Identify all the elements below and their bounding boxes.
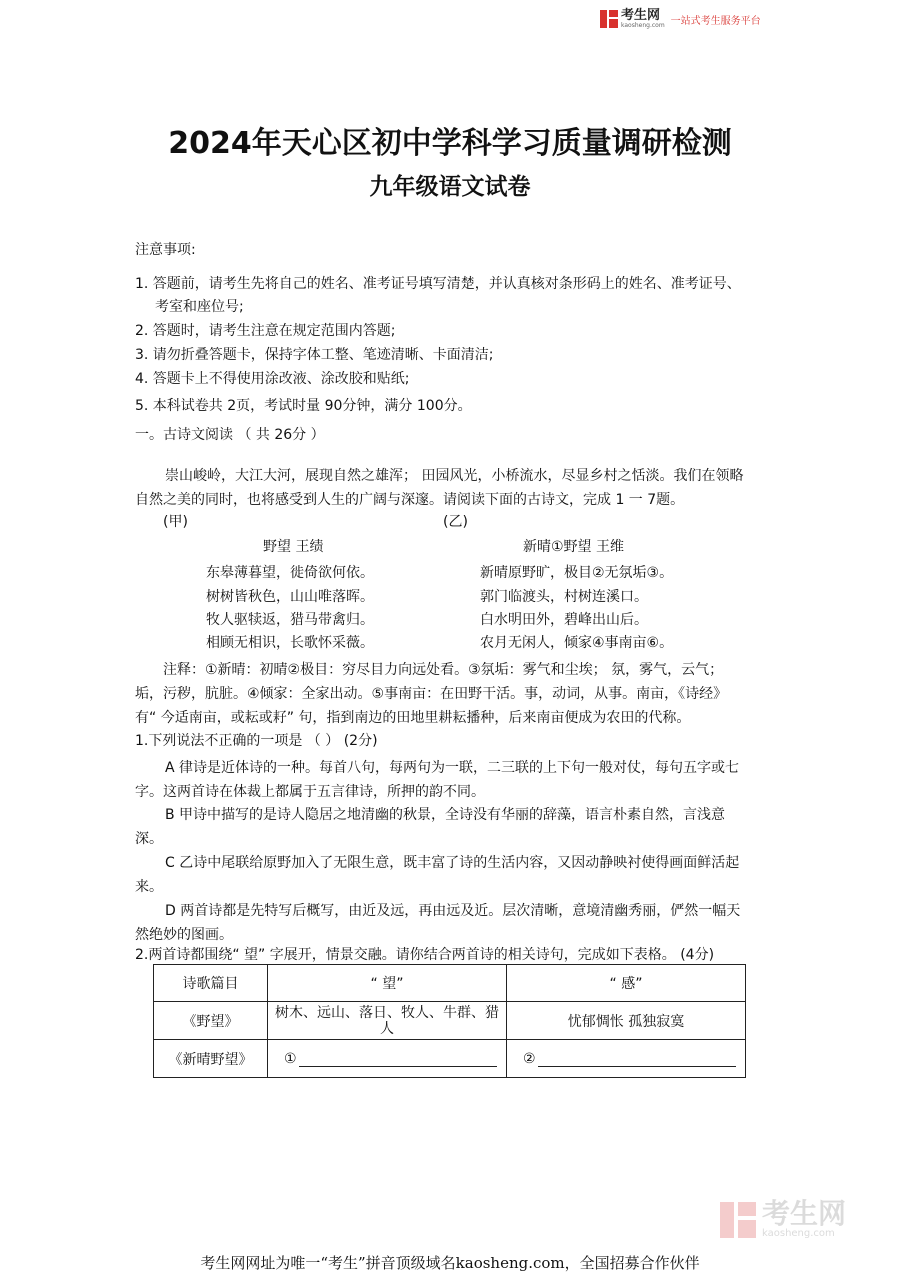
q1-option-a: A 律诗是近体诗的一种。每首八句，每两句为一联，二三联的上下句一般对仗，每句五字或七 [165, 760, 740, 776]
site-logo [600, 8, 761, 30]
q1-option-c: C 乙诗中尾联给原野加入了无限生意，既丰富了诗的生活内容，又因动静映衬使得画面鲜活起 [165, 855, 740, 871]
table-cell-line: 树木、远山、落日、牧人、牛群、猎 [275, 1004, 499, 1021]
poem-b-line: 白水明田外，碧峰出山后。 [480, 612, 648, 628]
note-line: 注释：①新晴：初晴②极目：穷尽目力向远处看。③氛垢：雾气和尘埃； 氛，雾气，云气； [163, 662, 724, 678]
poem-b-line: 郭门临渡头，村树连溪口。 [480, 589, 648, 605]
section-heading: 一。古诗文阅读 （ 共 26分 ） [135, 427, 325, 443]
notice-item: 1. 答题前，请考生先将自己的姓名、准考证号填写清楚，并认真核对条形码上的姓名、准考证号、 [135, 276, 741, 292]
table-cell: 《新晴野望》 [154, 1040, 268, 1078]
notice-heading: 注意事项: [135, 242, 196, 258]
logo-name: 考生网 [621, 7, 661, 23]
notice-item: 5. 本科试卷共 2页，考试时量 90分钟，满分 100分。 [135, 398, 472, 414]
poem-a-line: 相顾无相识，长歌怀采薇。 [206, 635, 374, 651]
answer-marker: ① [284, 1050, 297, 1067]
notice-item: 2. 答题时，请考生注意在规定范围内答题; [135, 323, 396, 339]
page-footer: 考生网网址为唯一“考生”拼音顶级域名kaosheng.com，全国招募合作伙伴 [200, 1254, 700, 1272]
poem-b-line: 农月无闲人，倾家④事南亩⑥。 [480, 635, 674, 651]
watermark-logo [720, 1197, 847, 1240]
answer-blank[interactable] [538, 1052, 736, 1067]
q2-table [153, 964, 746, 1078]
notice-item: 4. 答题卡上不得使用涂改液、涂改胶和贴纸; [135, 371, 410, 387]
q1-option-b-cont: 深。 [135, 831, 163, 847]
intro-line: 崇山峻岭，大江大河，展现自然之雄浑； 田园风光，小桥流水，尽显乡村之恬淡。我们在领略 [165, 468, 744, 484]
table-header-cell: “ 望” [268, 965, 507, 1002]
q1-option-b: B 甲诗中描写的是诗人隐居之地清幽的秋景，全诗没有华丽的辞藻，语言朴素自然，言浅意 [165, 807, 726, 823]
table-cell [268, 1002, 507, 1040]
table-header-row [154, 965, 746, 1002]
table-cell: 《野望》 [154, 1002, 268, 1040]
watermark-domain: kaosheng.com [762, 1228, 835, 1239]
table-header-cell: “ 感” [507, 965, 746, 1002]
notice-item: 考室和座位号; [155, 299, 244, 315]
watermark-mark-icon [720, 1202, 756, 1238]
answer-cell [268, 1040, 507, 1078]
notice-item: 3. 请勿折叠答题卡，保持字体工整、笔迹清晰、卡面清洁; [135, 347, 494, 363]
exam-title: 2024年天心区初中学科学习质量调研检测 [168, 126, 732, 161]
q1-option-c-cont: 来。 [135, 879, 163, 895]
table-row [154, 1002, 746, 1040]
intro-line: 自然之美的同时，也将感受到人生的广阔与深邃。请阅读下面的古诗文，完成 1 一 7题。 [135, 492, 685, 508]
poem-a-label: (甲) [163, 514, 188, 530]
poem-b-line: 新晴原野旷，极目②无氛垢③。 [480, 565, 674, 581]
poem-a-line: 东皋薄暮望，徙倚欲何依。 [206, 565, 374, 581]
q1-option-d: D 两首诗都是先特写后概写，由近及远，再由远及近。层次清晰，意境清幽秀丽，俨然一幅天 [165, 903, 741, 919]
table-cell: 忧郁惆怅 孤独寂寞 [507, 1002, 746, 1040]
poem-a-line: 树树皆秋色，山山唯落晖。 [206, 589, 374, 605]
exam-subtitle: 九年级语文试卷 [369, 174, 531, 200]
answer-cell [507, 1040, 746, 1078]
poem-b-title: 新晴①野望 王维 [523, 539, 625, 555]
logo-domain: kaosheng.com [621, 21, 665, 29]
q2-stem: 2.两首诗都围绕“ 望” 字展开，情景交融。请你结合两首诗的相关诗句，完成如下表格。 (4分) [135, 947, 715, 963]
watermark-name: 考生网 [762, 1197, 847, 1230]
answer-blank[interactable] [299, 1052, 497, 1067]
logo-slogan: 一站式考生服务平台 [670, 15, 761, 27]
q1-stem: 1.下列说法不正确的一项是 （ ） (2分) [135, 733, 378, 749]
table-cell-line: 人 [380, 1020, 394, 1037]
poem-a-line: 牧人驱犊返，猎马带禽归。 [206, 612, 374, 628]
poem-b-label: (乙) [443, 514, 468, 530]
table-row [154, 1040, 746, 1078]
note-line: 垢，污秽，肮脏。④倾家：全家出动。⑤事南亩：在田野干活。事，动词，从事。南亩，《诗经》 [135, 686, 728, 702]
logo-mark-icon [600, 10, 618, 28]
q1-option-d-cont: 然绝妙的图画。 [135, 927, 233, 943]
q1-option-a-cont: 字。这两首诗在体裁上都属于五言律诗，所押的韵不同。 [135, 784, 485, 800]
answer-marker: ② [523, 1050, 536, 1067]
table-header-cell: 诗歌篇目 [154, 965, 268, 1002]
poem-a-title: 野望 王绩 [263, 539, 324, 555]
note-line: 有“ 今适南亩，或耘或耔” 句，指到南边的田地里耕耘播种，后来南亩便成为农田的代称。 [135, 710, 691, 726]
